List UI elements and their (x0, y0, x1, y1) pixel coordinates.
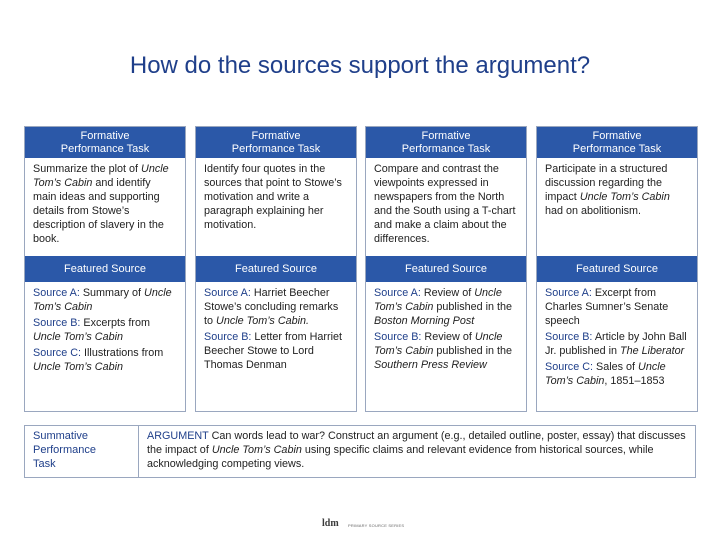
text-run: Uncle Tom’s Cabin (374, 331, 503, 357)
source-label: Source A: (33, 287, 80, 299)
text-run: Uncle Tom’s Cabin (545, 361, 666, 387)
text-run: Uncle Tom’s Cabin (211, 444, 302, 456)
text-run: Harriet Beecher Stowe’s concluding remarks to (204, 287, 339, 327)
source-list (366, 282, 526, 378)
task-header (25, 127, 185, 158)
task-column-3 (365, 126, 527, 412)
source-item (204, 330, 348, 372)
task-description (196, 158, 356, 256)
task-header-line-1: Formative (251, 130, 301, 142)
summative-label (25, 426, 139, 477)
source-label: Source A: (374, 287, 421, 299)
text-run: Uncle Tom’s Cabin (33, 331, 124, 343)
source-item (545, 330, 689, 358)
source-label: Source B: (33, 317, 81, 329)
task-description (537, 158, 697, 256)
task-column-4 (536, 126, 698, 412)
task-header-line-1: Formative (80, 130, 130, 142)
task-header-line-1: Formative (592, 130, 642, 142)
task-header-line-2: Performance Task (572, 143, 662, 155)
source-list (537, 282, 697, 394)
source-label: Source B: (374, 331, 422, 343)
source-label: Source A: (204, 287, 251, 299)
argument-text (147, 429, 691, 471)
task-header (196, 127, 356, 158)
source-label: Source C: (33, 347, 82, 359)
text-run: Identify four quotes in the sources that point to Stowe’s motivation and write a paragraph explaining her motivation. (204, 163, 342, 231)
summative-label-line: Summative (33, 430, 89, 442)
argument-label: ARGUMENT (147, 430, 209, 442)
text-run: Uncle Tom’s Cabin (374, 287, 502, 313)
task-column-2 (195, 126, 357, 412)
source-item (545, 360, 689, 388)
source-item (33, 346, 177, 374)
source-item (545, 286, 689, 328)
text-run: Illustrations from (81, 347, 164, 359)
text-run: Summarize the plot of (33, 163, 142, 175)
source-item (33, 316, 177, 344)
text-run: Review of (421, 331, 475, 343)
text-run: Uncle Tom’s Cabin (33, 361, 124, 373)
source-label: Source A: (545, 287, 592, 299)
task-header-line-2: Performance Task (401, 143, 491, 155)
featured-source-header: Featured Source (196, 256, 356, 282)
text-run: Uncle Tom’s Cabin (579, 191, 670, 203)
publisher-logo-subtitle: PRIMARY SOURCE SERIES (348, 523, 405, 528)
publisher-logo: ldm (322, 518, 339, 529)
text-run: Boston Morning Post (374, 315, 475, 327)
source-item (374, 330, 518, 372)
text-run: Sales of (593, 361, 639, 373)
text-run: Summary of (79, 287, 145, 299)
text-run: Excerpt from Charles Sumner’s Senate speech (545, 287, 669, 327)
source-item (204, 286, 348, 328)
text-run: Participate in a structured discussion regarding the impact (545, 163, 668, 203)
source-item (33, 286, 177, 314)
featured-source-header: Featured Source (366, 256, 526, 282)
source-label: Source B: (545, 331, 593, 343)
text-run: , 1851–1853 (604, 375, 665, 387)
task-header (537, 127, 697, 158)
featured-source-header: Featured Source (537, 256, 697, 282)
task-description (366, 158, 526, 256)
featured-source-header: Featured Source (25, 256, 185, 282)
text-run: Can words lead to war? Construct an argument (e.g., detailed outline, poster, essay) that discusses the impact of (147, 430, 686, 456)
text-run: Southern Press Review (374, 359, 487, 371)
task-header-line-1: Formative (421, 130, 471, 142)
page-title: How do the sources support the argument? (129, 52, 591, 79)
task-header-line-2: Performance Task (60, 143, 150, 155)
source-label: Source B: (204, 331, 252, 343)
task-header-line-2: Performance Task (231, 143, 321, 155)
source-item (374, 286, 518, 328)
summative-label-line: Performance (33, 444, 96, 456)
text-run: Letter from Harriet Beecher Stowe to Lord Thomas Denman (204, 331, 343, 371)
task-description (25, 158, 185, 256)
source-list (196, 282, 356, 378)
summative-task-box (24, 425, 696, 478)
text-run: published in the (433, 301, 513, 313)
text-run: Uncle Tom’s Cabin. (216, 315, 310, 327)
text-run: Article by John Ball Jr. published in (545, 331, 687, 357)
text-run: Uncle Tom’s Cabin (33, 163, 169, 189)
text-run: and identify main ideas and supporting details from Stowe’s description of slavery in the book. (33, 177, 164, 245)
text-run: Compare and contrast the viewpoints expressed in newspapers from the North and the South using a T-chart and make a claim about the differences. (374, 163, 516, 245)
text-run: The Liberator (620, 345, 685, 357)
text-run: Excerpts from (80, 317, 151, 329)
summative-label-line: Task (33, 458, 56, 470)
source-list (25, 282, 185, 380)
task-column-1 (24, 126, 186, 412)
text-run: using specific claims and relevant evidence from historical sources, while acknowledging competing views. (147, 444, 654, 470)
task-header (366, 127, 526, 158)
text-run: had on abolitionism. (545, 205, 642, 217)
text-run: Review of (420, 287, 475, 299)
source-label: Source C: (545, 361, 594, 373)
text-run: Uncle Tom’s Cabin (33, 287, 172, 313)
text-run: published in the (433, 345, 513, 357)
